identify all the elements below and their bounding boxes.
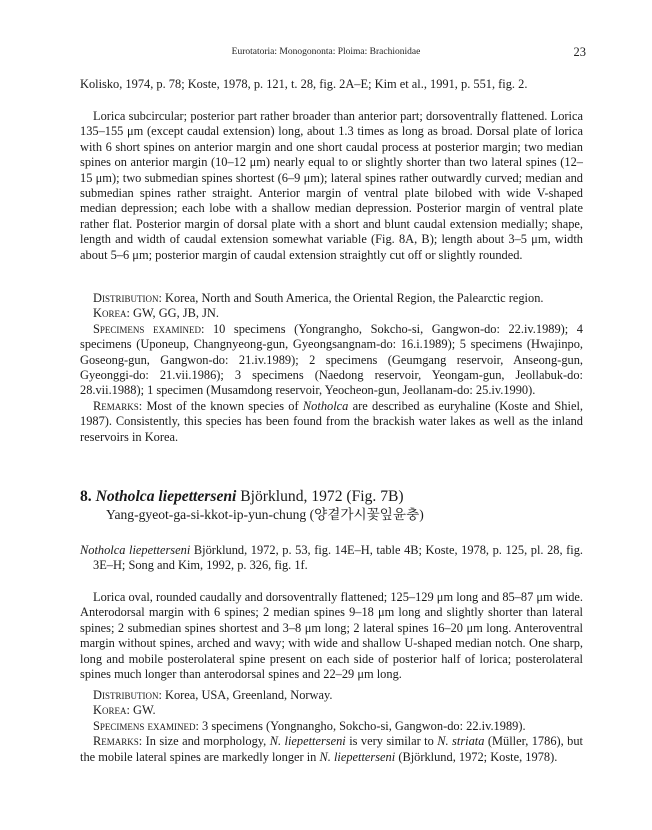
- prev-specimens: [80, 322, 583, 399]
- remarks-text-pre: In size and morphology,: [145, 734, 267, 749]
- remarks-text-post: (Björklund, 1972; Koste, 1978).: [398, 749, 558, 764]
- distribution-text: Korea, USA, Greenland, Norway.: [165, 688, 333, 702]
- remarks-species-3: N. liepetterseni: [319, 749, 396, 764]
- species8-korea: [80, 703, 583, 718]
- remarks-species-2: N. striata: [437, 734, 485, 749]
- species8-specimens: [80, 719, 583, 734]
- distribution-label: Distribution:: [93, 291, 162, 305]
- remarks-species-1: N. liepetterseni: [269, 734, 346, 749]
- specimens-text: 3 specimens (Yongnangho, Sokcho-si, Gangwon-do: 22.iv.1989).: [202, 718, 526, 733]
- korea-text: GW.: [133, 703, 156, 718]
- specimens-label: Specimens examined:: [93, 321, 205, 336]
- species8-citation-text: [80, 543, 583, 574]
- prev-distribution: [80, 291, 583, 306]
- running-head: Eurotatoria: Monogononta: Ploima: Brachionidae: [231, 47, 421, 57]
- remarks-label: Remarks:: [93, 734, 143, 749]
- species-authority: Björklund, 1972 (Fig. 7B): [240, 488, 404, 505]
- citation-references: Björklund, 1972, p. 53, fig. 14E–H, table 4B; Koste, 1978, p. 125, pl. 28, fig. 3E–H; Song and Kim, 1992, p. 326, fig. 1f.: [93, 543, 583, 573]
- species8-citation: [80, 543, 583, 574]
- prev-citation-text: Kolisko, 1974, p. 78; Koste, 1978, p. 121, t. 28, fig. 2A–E; Kim et al., 1991, p. 551, fig. 2.: [80, 77, 528, 91]
- distribution-label: Distribution:: [93, 688, 162, 702]
- remarks-label: Remarks:: [93, 398, 143, 413]
- prev-description: [80, 109, 583, 263]
- species8-remarks: [80, 734, 583, 765]
- remarks-text-mid2: (Müller, 1786), but the mobile lateral spines are markedly longer in: [80, 734, 584, 764]
- remarks-text-mid: is very similar to: [349, 734, 434, 749]
- species-romanized-name: Yang-gyeot-ga-si-kkot-ip-yun-chung (양곁가시꽃잎윤충): [106, 507, 424, 522]
- remarks-text-pre: Most of the known species of: [146, 398, 299, 413]
- species8-description-text: Lorica oval, rounded caudally and dorsoventrally flattened; 125–129 μm long and 85–87 μm wide. Anterodorsal margin with 6 spines; 2 median spines 9–18 μm long and slightly shorter than lateral spines; 2 submedian spines shortest and 3–8 μm long; 2 lateral spines 16–20 μm long. Anteroventral margin without spines, arched and wavy; with wide and shallow U-shaped median notch. One sharp, long and mobile posterolateral spine present on each side of posterior half of lorica; posterolateral spines much longer than anterodorsal spines and 22–29 μm long.: [80, 590, 583, 682]
- citation-species-name: Notholca liepetterseni: [80, 543, 191, 557]
- korea-text: GW, GG, JB, JN.: [133, 306, 219, 321]
- korea-label: Korea:: [93, 306, 130, 321]
- species-heading: [80, 488, 404, 506]
- species8-description: [80, 590, 583, 682]
- prev-korea: [80, 306, 583, 321]
- distribution-text: Korea, North and South America, the Oriental Region, the Palearctic region.: [165, 291, 544, 305]
- page-number: 23: [573, 45, 586, 59]
- specimens-label: Specimens examined:: [93, 718, 199, 733]
- species8-sections: [80, 688, 583, 765]
- species-number: 8.: [80, 488, 92, 505]
- prev-description-text: Lorica subcircular; posterior part rather broader than anterior part; dorsoventrally flattened. Lorica 135–155 μm (except caudal extension) long, about 1.3 times as long as broad. Dorsal plate of lorica with 6 short spines on anterior margin and one short caudal process at posterior margin; two median spines on anterior margin (10–12 μm) nearly equal to or slightly shorter than two lateral spines (12–15 μm); two submedian spines shortest (6–9 μm); lateral spines rather outwardly curved; median and submedian spines rather straight. Anterior margin of ventral plate bilobed with wide V-shaped median depression; each lobe with a shallow median depression. Posterior margin of ventral plate rather flat. Posterior margin of dorsal plate with a short and blunt caudal extension medially; shape, length and width of caudal extension somewhat variable (Fig. 8A, B); length about 3–5 μm, width about 5–6 μm; posterior margin of caudal extension straightly cut off or slightly rounded.: [80, 109, 583, 262]
- species-name: Notholca liepetterseni: [95, 488, 237, 505]
- prev-sections: [80, 291, 583, 445]
- species8-distribution: [80, 688, 583, 703]
- remarks-text-post: are described as euryhaline (Koste and Shiel, 1987). Consistently, this species has been found from the brackish water lakes as well as the inland reservoirs in Korea.: [80, 398, 583, 444]
- remarks-genus: Notholca: [302, 398, 349, 413]
- korea-label: Korea:: [93, 703, 130, 718]
- prev-remarks: [80, 399, 583, 445]
- prev-citation: [80, 77, 583, 92]
- specimens-text: 10 specimens (Yongrangho, Sokcho-si, Gangwon-do: 22.iv.1989); 4 specimens (Uponeup, Changnyeong-gun, Gyeongsangnam-do: 16.i.1989); 5 specimens (Hwajinpo, Goseong-gun, Gangwon-do: 21.iv.1989); 2 specimens (Geumgang reservoir, Anseong-gun, Gyeonggi-do: 21.vii.1986); 3 specimens (Naedong reservoir, Yeongam-gun, Jeollabuk-do: 28.vii.1988); 1 specimen (Musamdong reservoir, Yeocheon-gun, Jeollanam-do: 25.iv.1990).: [80, 321, 583, 398]
